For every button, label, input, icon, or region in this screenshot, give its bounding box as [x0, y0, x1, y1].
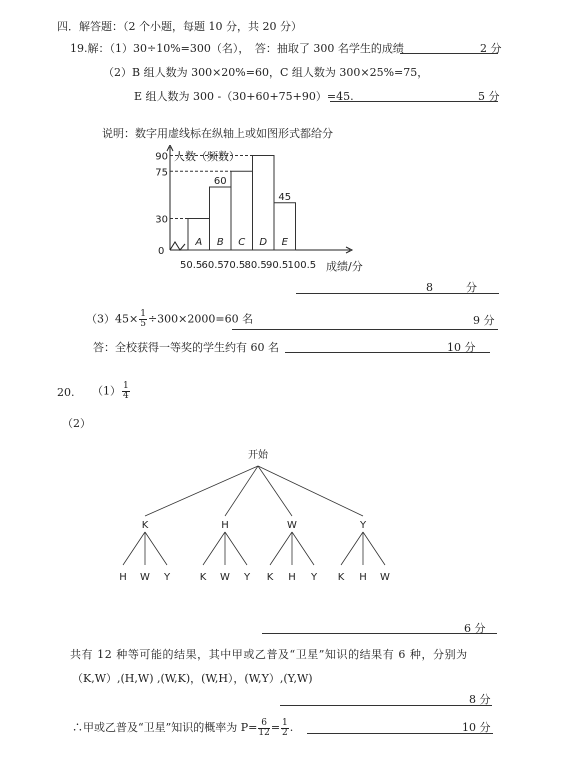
- fraction-denominator: 4: [123, 391, 129, 401]
- tree-level1-label: W: [287, 520, 297, 531]
- tree-branch: [123, 532, 145, 565]
- y-tick-label: 75: [155, 167, 168, 179]
- q20-part1: [92, 382, 131, 401]
- tree-level2-label: Y: [163, 572, 171, 583]
- q19-score2: 5 分: [478, 90, 500, 103]
- tree-branch: [145, 532, 167, 565]
- fraction-numerator: 1: [123, 381, 129, 391]
- tree-level2-label: W: [380, 572, 390, 583]
- tree-level2-label: Y: [310, 572, 318, 583]
- conclusion-pre: ∴甲或乙普及“卫星”知识的概率为 P=: [72, 721, 258, 734]
- q19-answer: 答：全校获得一等奖的学生约有 60 名: [93, 341, 279, 354]
- q19-part1: 19.解：（1）30÷10%=300（名）， 答：抽取了 300 名学生的成绩: [70, 42, 404, 55]
- x-tick-label: 70.5: [223, 260, 246, 271]
- tree-branch: [363, 532, 385, 565]
- score-underline: [330, 101, 498, 102]
- q19-part3-pre: （3）45×: [86, 312, 139, 326]
- x-tick-label: 100.5: [287, 260, 317, 271]
- fraction: [139, 310, 147, 329]
- q19-note: 说明：数字用虚线标在纵轴上或如图形式都给分: [102, 127, 333, 140]
- fraction: [281, 719, 289, 738]
- q19-part2-line2: E 组人数为 300 -（30+60+75+90）=45.: [134, 90, 354, 103]
- conclusion-post: .: [289, 721, 294, 734]
- histogram-chart: [140, 145, 390, 275]
- tree-root-label: 开始: [248, 450, 268, 461]
- tree-level2-label: K: [199, 572, 207, 583]
- q20-score3: 10 分: [462, 721, 491, 734]
- q19-score1: 2 分: [480, 42, 502, 55]
- q20-score1: 6 分: [464, 622, 486, 635]
- tree-branch: [203, 532, 225, 565]
- tree-branch: [225, 532, 247, 565]
- tree-level2-label: K: [266, 572, 274, 583]
- tree-level2-label: H: [119, 572, 127, 583]
- tree-level2-label: H: [288, 572, 296, 583]
- tree-branch: [258, 466, 292, 516]
- bar-category-label: A: [195, 237, 203, 248]
- q19-score3: 8 分: [426, 281, 477, 294]
- tree-level2-label: W: [140, 572, 150, 583]
- histogram-bar: [253, 156, 275, 251]
- bar-category-label: D: [259, 237, 268, 248]
- x-tick-label: 60.5: [201, 260, 224, 271]
- q19-part2-line1: （2）B 组人数为 300×20%=60，C 组人数为 300×25%=75，: [103, 66, 429, 79]
- fraction: [122, 382, 130, 401]
- tree-branch: [341, 532, 363, 565]
- fraction-denominator: 12: [258, 727, 270, 738]
- tree-branch: [270, 532, 292, 565]
- tree-level1-label: K: [141, 520, 149, 531]
- tree-branch: [258, 466, 363, 516]
- section-title: 四．解答题：（2 个小题，每题 10 分，共 20 分）: [57, 20, 302, 33]
- bar-value-label: 60: [213, 176, 227, 187]
- tree-level1-label: H: [221, 520, 229, 531]
- y-axis-label: 人数（频数）: [174, 150, 240, 163]
- conclusion-equals: =: [270, 721, 281, 734]
- x-tick-label: 50.5: [180, 260, 203, 271]
- tree-level2-label: W: [220, 572, 230, 583]
- fraction-denominator: 5: [140, 319, 146, 329]
- q19-part3: [86, 310, 253, 329]
- score-underline: [232, 329, 498, 330]
- probability-tree-diagram: [100, 445, 430, 595]
- bar-value-label: 45: [278, 191, 292, 203]
- x-tick-label: 80.5: [244, 260, 267, 271]
- q19-score5: 10 分: [447, 341, 476, 354]
- fraction-numerator: 1: [140, 309, 146, 319]
- fraction-numerator: 1: [282, 717, 288, 728]
- score-underline: [280, 705, 492, 706]
- score-underline: [262, 633, 497, 634]
- tree-level1-label: Y: [359, 520, 367, 531]
- x-tick-label: 90.5: [266, 260, 289, 271]
- tree-level2-label: H: [359, 572, 367, 583]
- bar-category-label: C: [238, 237, 246, 248]
- q20-label: 20.: [57, 386, 75, 399]
- x-axis-label: 成绩/分: [326, 260, 363, 273]
- tree-branch: [292, 532, 314, 565]
- q20-part1-pre: （1）: [92, 384, 121, 398]
- q19-part3-post: ÷300×2000=60 名: [147, 312, 254, 326]
- tree-level2-label: Y: [243, 572, 251, 583]
- axis-break-mark: [170, 242, 185, 250]
- q20-conclusion: [72, 716, 293, 740]
- q20-score2: 8 分: [469, 693, 491, 706]
- origin-label: 0: [158, 246, 165, 257]
- bar-category-label: E: [281, 237, 288, 248]
- fraction-denominator: 2: [282, 727, 288, 738]
- tree-level2-label: K: [337, 572, 345, 583]
- q20-part2: （2）: [62, 417, 91, 430]
- y-tick-label: 30: [155, 214, 168, 226]
- bar-category-label: B: [216, 237, 224, 248]
- q20-result-list: （K,W）,(H,W) ,(W,K)，(W,H），(W,Y）,(Y,W): [72, 672, 313, 685]
- q19-score4: 9 分: [473, 314, 495, 327]
- q20-result-text: 共有 12 种等可能的结果，其中甲或乙普及“卫星”知识的结果有 6 种，分别为: [70, 648, 468, 661]
- y-tick-label: 90: [155, 151, 168, 163]
- fraction-numerator: 6: [258, 719, 269, 729]
- fraction: [258, 719, 269, 738]
